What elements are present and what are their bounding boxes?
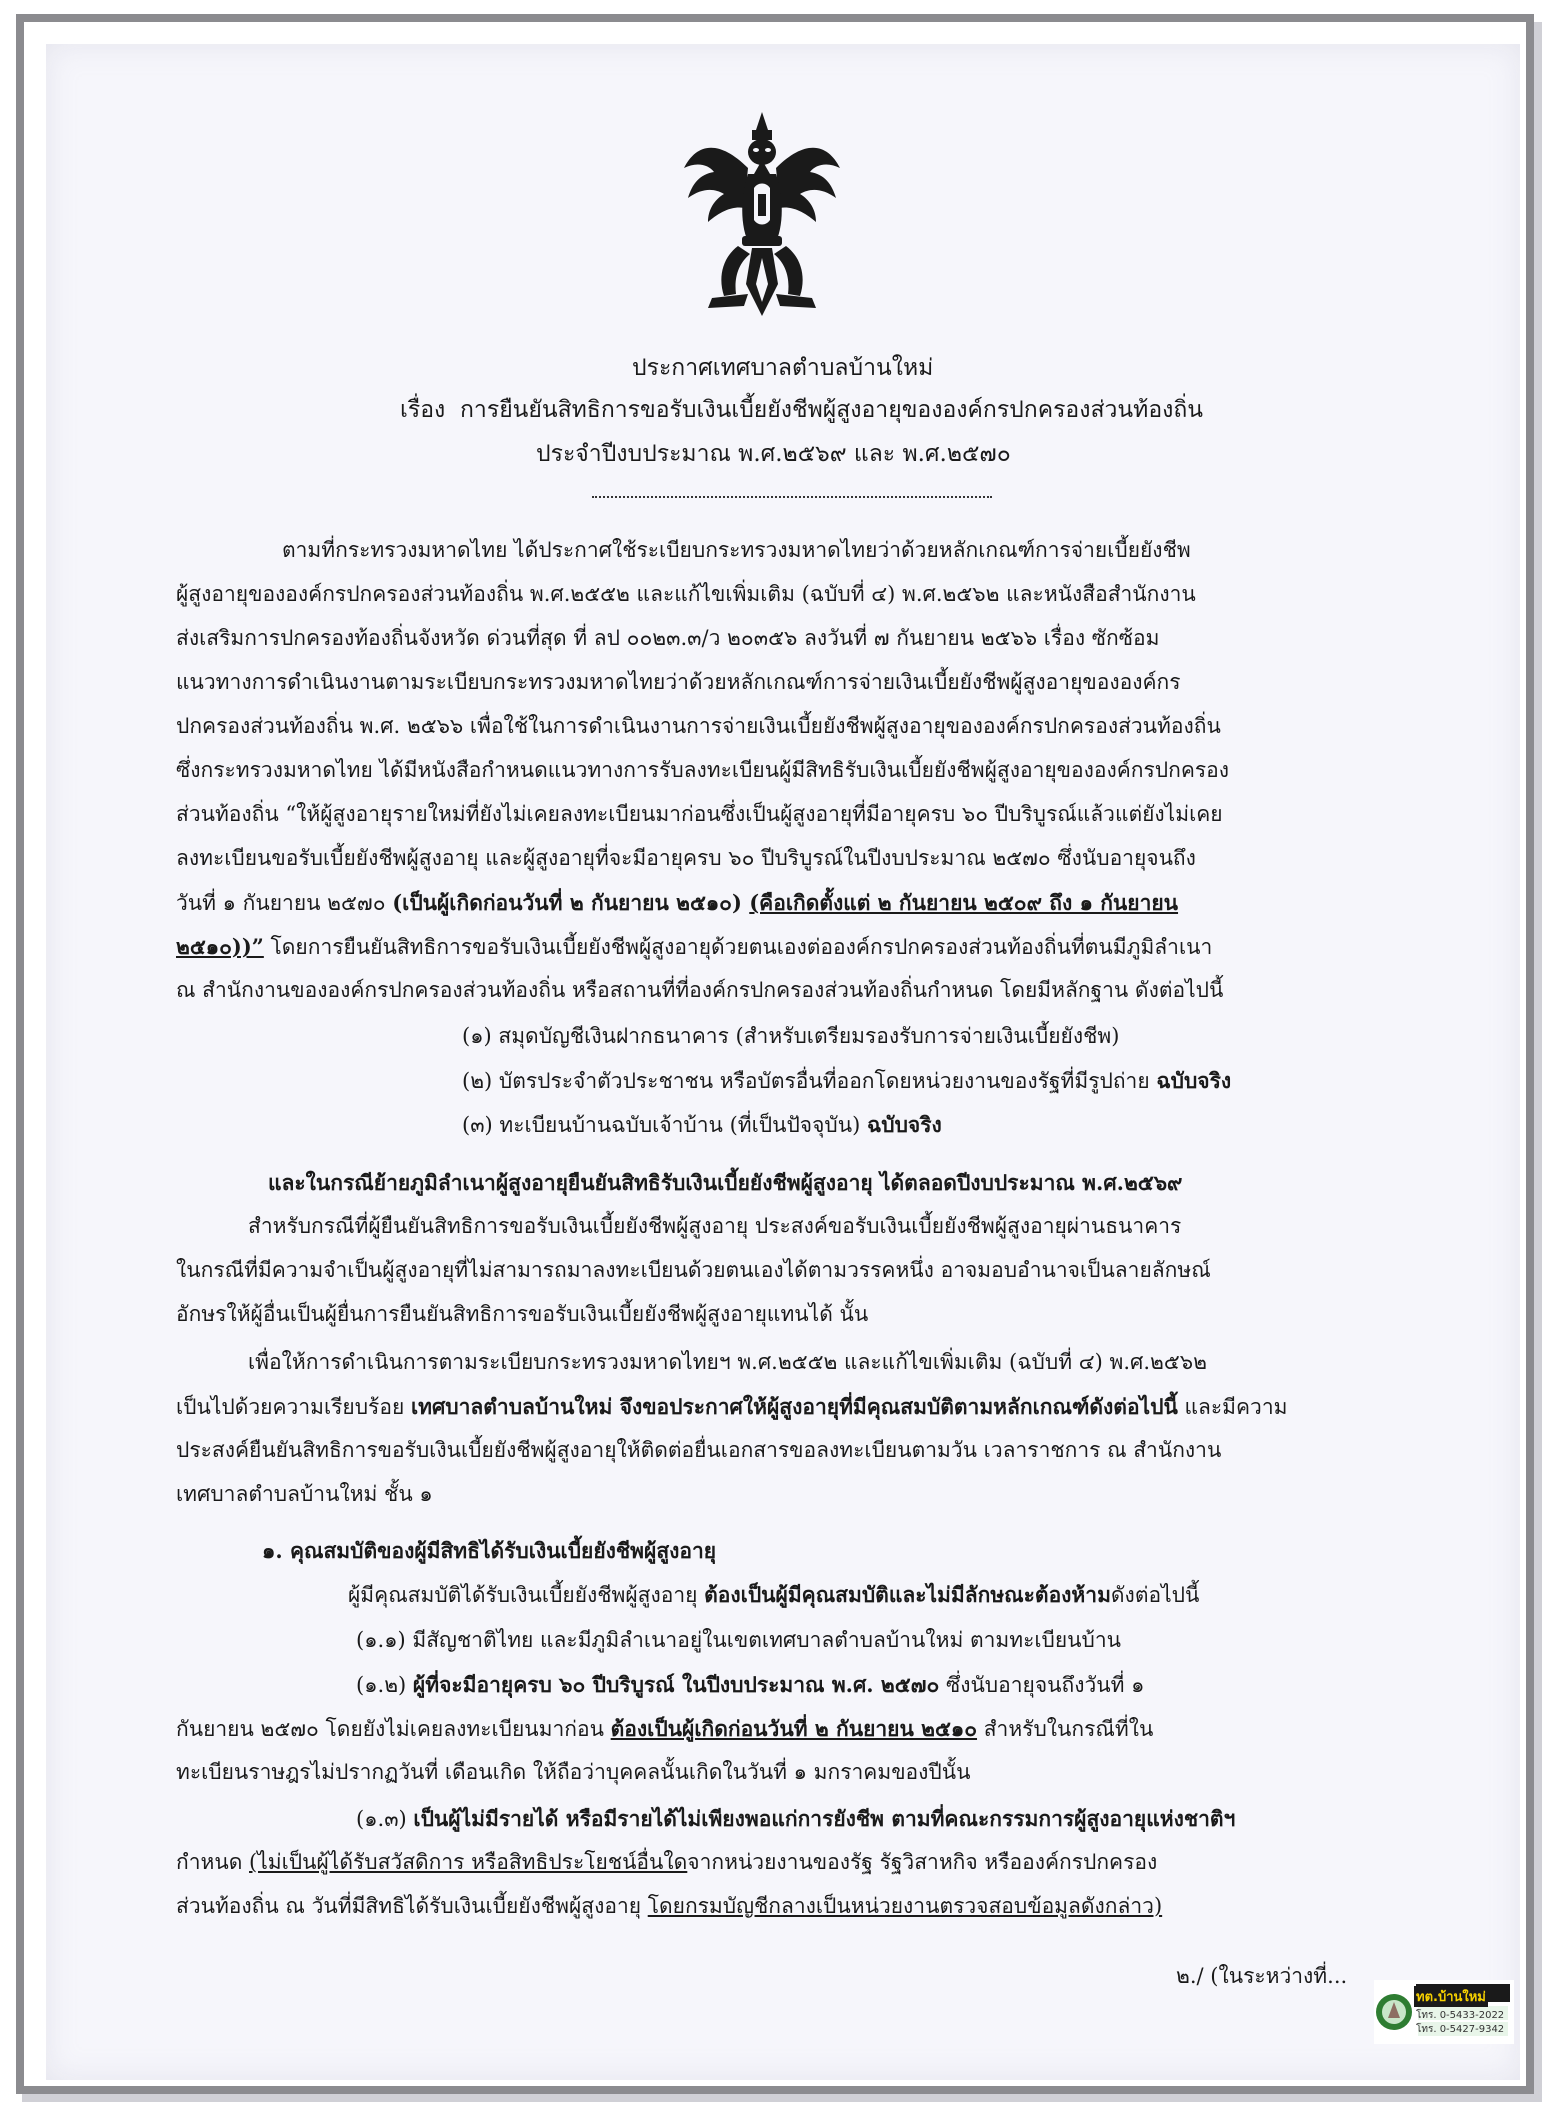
p4-line-2-start: เป็นไปด้วยความเรียบร้อย <box>176 1395 411 1419</box>
logo-tel-2: โทร. 0-5427-9342 <box>1416 2024 1505 2035</box>
p1-line-5: ปกครองส่วนท้องถิ่น พ.ศ. ๒๕๖๖ เพื่อใช้ในการดำเนินงานการจ่ายเงินเบี้ยยังชีพผู้สูงอายุขององค์กรปกครองส่วนท้องถิ่น <box>176 714 1221 738</box>
criterion-1-3-line-1 <box>356 1808 1235 1830</box>
criterion-1-3-local: ส่วนท้องถิ่น ณ วันที่มีสิทธิได้รับเงินเบี้ยยังชีพผู้สูงอายุ <box>176 1894 648 1918</box>
p4-line-1: เพื่อให้การดำเนินการตามระเบียบกระทรวงมหาดไทยฯ พ.ศ.๒๕๕๒ และแก้ไขเพิ่มเติม (ฉบับที่ ๔) พ.ศ.๒๕๖๒ <box>248 1350 1207 1374</box>
p4-line-2-end: และมีความ <box>1177 1395 1288 1419</box>
criterion-1-2-age: ผู้ที่จะมีอายุครบ ๖๐ ปีบริบูรณ์ ในปีงบประมาณ พ.ศ. ๒๕๗๐ <box>412 1672 940 1697</box>
p4-line-3: ประสงค์ยืนยันสิทธิการขอรับเงินเบี้ยยังชีพผู้สูงอายุให้ติดต่อยื่นเอกสารขอลงทะเบียนตามวัน เวลาราชการ ณ สำนักงาน <box>176 1438 1222 1462</box>
document-item-2 <box>462 1070 1231 1092</box>
criterion-1-3-line-3 <box>176 1896 1162 1917</box>
criterion-1-2-count: ซึ่งนับอายุจนถึงวันที่ ๑ <box>939 1673 1145 1697</box>
subject-label: เรื่อง <box>400 397 446 423</box>
fiscal-year: ประจำปีงบประมาณ พ.ศ.๒๕๖๙ และ พ.ศ.๒๕๗๐ <box>536 441 1011 467</box>
p1-line-11: ณ สำนักงานขององค์กรปกครองส่วนท้องถิ่น หรือสถานที่ที่องค์กรปกครองส่วนท้องถิ่นกำหนด โดยมีหลักฐาน ดังต่อไปนี้ <box>176 978 1224 1002</box>
subject-text: การยืนยันสิทธิการขอรับเงินเบี้ยยังชีพผู้สูงอายุขององค์กรปกครองส่วนท้องถิ่น <box>460 397 1204 423</box>
logo-tel-1: โทร. 0-5433-2022 <box>1416 2010 1505 2021</box>
logo-name: ทต.บ้านใหม่ <box>1414 1986 1488 2007</box>
p3-line-1: สำหรับกรณีที่ผู้ยืนยันสิทธิการขอรับเงินเบี้ยยังชีพผู้สูงอายุ ประสงค์ขอรับเงินเบี้ยยังชีพผู้สูงอายุผ่านธนาคาร <box>248 1214 1182 1238</box>
criterion-1-2-line-1 <box>356 1674 1144 1696</box>
p1-line-2: ผู้สูงอายุขององค์กรปกครองส่วนท้องถิ่น พ.ศ.๒๕๕๒ และแก้ไขเพิ่มเติม (ฉบับที่ ๔) พ.ศ.๒๕๖๒ และหนังสือสำนักงาน <box>176 582 1196 606</box>
p1-line-10 <box>176 936 1212 958</box>
document-item-3-text: (๓) ทะเบียนบ้านฉบับเจ้าบ้าน (ที่เป็นปัจจุบัน) <box>462 1113 867 1137</box>
criterion-1-3-number: (๑.๓) <box>356 1807 414 1831</box>
document-item-2-original: ฉบับจริง <box>1156 1068 1232 1093</box>
p1-line-9-range: (คือเกิดตั้งแต่ ๒ กันยายน ๒๕๐๙ ถึง ๑ กันยายน <box>749 890 1179 915</box>
p1-line-4: แนวทางการดำเนินงานตามระเบียบกระทรวงมหาดไทยว่าด้วยหลักเกณฑ์การจ่ายเงินเบี้ยยังชีพผู้สูงอายุขององค์กร <box>176 670 1181 694</box>
p1-line-9-born-before: (เป็นผู้เกิดก่อนวันที่ ๒ กันยายน ๒๕๑๐) <box>392 890 750 915</box>
p1-line-10-rest: โดยการยืนยันสิทธิการขอรับเงินเบี้ยยังชีพผู้สูงอายุด้วยตนเองต่อองค์กรปกครองส่วนท้องถิ่นที่ตนมีภูมิลำเนา <box>263 935 1213 959</box>
p1-line-1: ตามที่กระทรวงมหาดไทย ได้ประกาศใช้ระเบียบกระทรวงมหาดไทยว่าด้วยหลักเกณฑ์การจ่ายเบี้ยยังชีพ <box>282 538 1191 562</box>
document-item-3 <box>462 1114 942 1136</box>
criterion-1-2-born-before: ต้องเป็นผู้เกิดก่อนวันที่ ๒ กันยายน ๒๕๑๐ <box>610 1716 978 1741</box>
p3-line-2: ในกรณีที่มีความจำเป็นผู้สูงอายุที่ไม่สามารถมาลงทะเบียนด้วยตนเองได้ตามวรรคหนึ่ง อาจมอบอำนาจเป็นลายลักษณ์ <box>176 1258 1211 1282</box>
p1-line-7: ส่วนท้องถิ่น “ให้ผู้สูงอายุรายใหม่ที่ยังไม่เคยลงทะเบียนมาก่อนซึ่งเป็นผู้สูงอายุที่มีอายุครบ ๖๐ ปีบริบูรณ์แล้วแต่ยังไม่เคย <box>176 802 1223 826</box>
section-1-heading: ๑. คุณสมบัติของผู้มีสิทธิได้รับเงินเบี้ยยังชีพผู้สูงอายุ <box>262 1538 717 1563</box>
criterion-1-2-line-3: ทะเบียนราษฎรไม่ปรากฏวันที่ เดือนเกิด ให้ถือว่าบุคคลนั้นเกิดในวันที่ ๑ มกราคมของปีนั้น <box>176 1760 971 1784</box>
dotted-separator <box>592 496 992 498</box>
section-1-intro-bold: ต้องเป็นผู้มีคุณสมบัติและไม่มีลักษณะต้องห้าม <box>704 1582 1111 1607</box>
continued-marker: ๒./ (ในระหว่างที่... <box>1176 1964 1348 1988</box>
section-1-intro-start: ผู้มีคุณสมบัติได้รับเงินเบี้ยยังชีพผู้สูงอายุ <box>348 1583 705 1607</box>
criterion-1-2-number: (๑.๒) <box>356 1673 413 1697</box>
relocation-note: และในกรณีย้ายภูมิลำเนาผู้สูงอายุยืนยันสิทธิรับเงินเบี้ยยังชีพผู้สูงอายุ ได้ตลอดปีงบประมาณ พ.ศ.๒๕๖๙ <box>268 1170 1183 1195</box>
document-item-1: (๑) สมุดบัญชีเงินฝากธนาคาร (สำหรับเตรียมรองรับการจ่ายเงินเบี้ยยังชีพ) <box>462 1024 1120 1048</box>
criterion-1-3-income: เป็นผู้ไม่มีรายได้ หรือมีรายได้ไม่เพียงพอแก่การยังชีพ ตามที่คณะกรรมการผู้สูงอายุแห่งชาติฯ <box>413 1806 1236 1831</box>
section-1-intro <box>348 1584 1199 1606</box>
p1-line-9 <box>176 892 1178 914</box>
criterion-1-2-case: สำหรับในกรณีที่ใน <box>977 1717 1154 1741</box>
criterion-1-3-agencies: จากหน่วยงานของรัฐ รัฐวิสาหกิจ หรือองค์กรปกครอง <box>687 1850 1158 1874</box>
garuda-emblem-icon <box>678 108 846 320</box>
criterion-1-2-line-2 <box>176 1718 1153 1740</box>
p1-line-8: ลงทะเบียนขอรับเบี้ยยังชีพผู้สูงอายุ และผู้สูงอายุที่จะมีอายุครบ ๖๐ ปีบริบูรณ์ในปีงบประมาณ ๒๕๗๐ ซึ่งนับอายุจนถึง <box>176 846 1196 870</box>
criterion-1-3-verification: โดยกรมบัญชีกลางเป็นหน่วยงานตรวจสอบข้อมูลดังกล่าว) <box>647 1894 1163 1918</box>
criterion-1-3-line-2 <box>176 1852 1157 1873</box>
p1-line-9-date: วันที่ ๑ กันยายน ๒๕๗๐ <box>176 891 393 915</box>
criterion-1-2-date: กันยายน ๒๕๗๐ โดยยังไม่เคยลงทะเบียนมาก่อน <box>176 1717 611 1741</box>
p4-line-4: เทศบาลตำบลบ้านใหม่ ชั้น ๑ <box>176 1482 433 1506</box>
document-item-2-text: (๒) บัตรประจำตัวประชาชน หรือบัตรอื่นที่ออกโดยหน่วยงานของรัฐที่มีรูปถ่าย <box>462 1069 1157 1093</box>
section-1-intro-end: ดังต่อไปนี้ <box>1110 1583 1200 1607</box>
p1-line-10-year: ๒๕๑๐))” <box>176 934 264 959</box>
p4-line-2 <box>176 1396 1288 1418</box>
criterion-1-3-welfare: (ไม่เป็นผู้ได้รับสวัสดิการ หรือสิทธิประโยชน์อื่นใด <box>249 1850 688 1874</box>
p1-line-3: ส่งเสริมการปกครองท้องถิ่นจังหวัด ด่วนที่สุด ที่ ลป ๐๐๒๓.๓/ว ๒๐๓๕๖ ลงวันที่ ๗ กันยายน ๒๕๖๖ เรื่อง ซักซ้อม <box>176 626 1160 650</box>
criterion-1-3-defined: กำหนด <box>176 1850 250 1874</box>
announcement-title: ประกาศเทศบาลตำบลบ้านใหม่ <box>632 355 934 381</box>
p1-line-6: ซึ่งกระทรวงมหาดไทย ได้มีหนังสือกำหนดแนวทางการรับลงทะเบียนผู้มีสิทธิรับเงินเบี้ยยังชีพผู้สูงอายุขององค์กรปกครอง <box>176 758 1230 782</box>
document-item-3-original: ฉบับจริง <box>866 1112 942 1137</box>
p4-line-2-announcement: เทศบาลตำบลบ้านใหม่ จึงขอประกาศให้ผู้สูงอายุที่มีคุณสมบัติตามหลักเกณฑ์ดังต่อไปนี้ <box>410 1394 1178 1419</box>
criterion-1-1: (๑.๑) มีสัญชาติไทย และมีภูมิลำเนาอยู่ในเขตเทศบาลตำบลบ้านใหม่ ตามทะเบียนบ้าน <box>356 1628 1122 1652</box>
p3-line-3: อักษรให้ผู้อื่นเป็นผู้ยื่นการยืนยันสิทธิการขอรับเงินเบี้ยยังชีพผู้สูงอายุแทนได้ นั้น <box>176 1302 869 1326</box>
